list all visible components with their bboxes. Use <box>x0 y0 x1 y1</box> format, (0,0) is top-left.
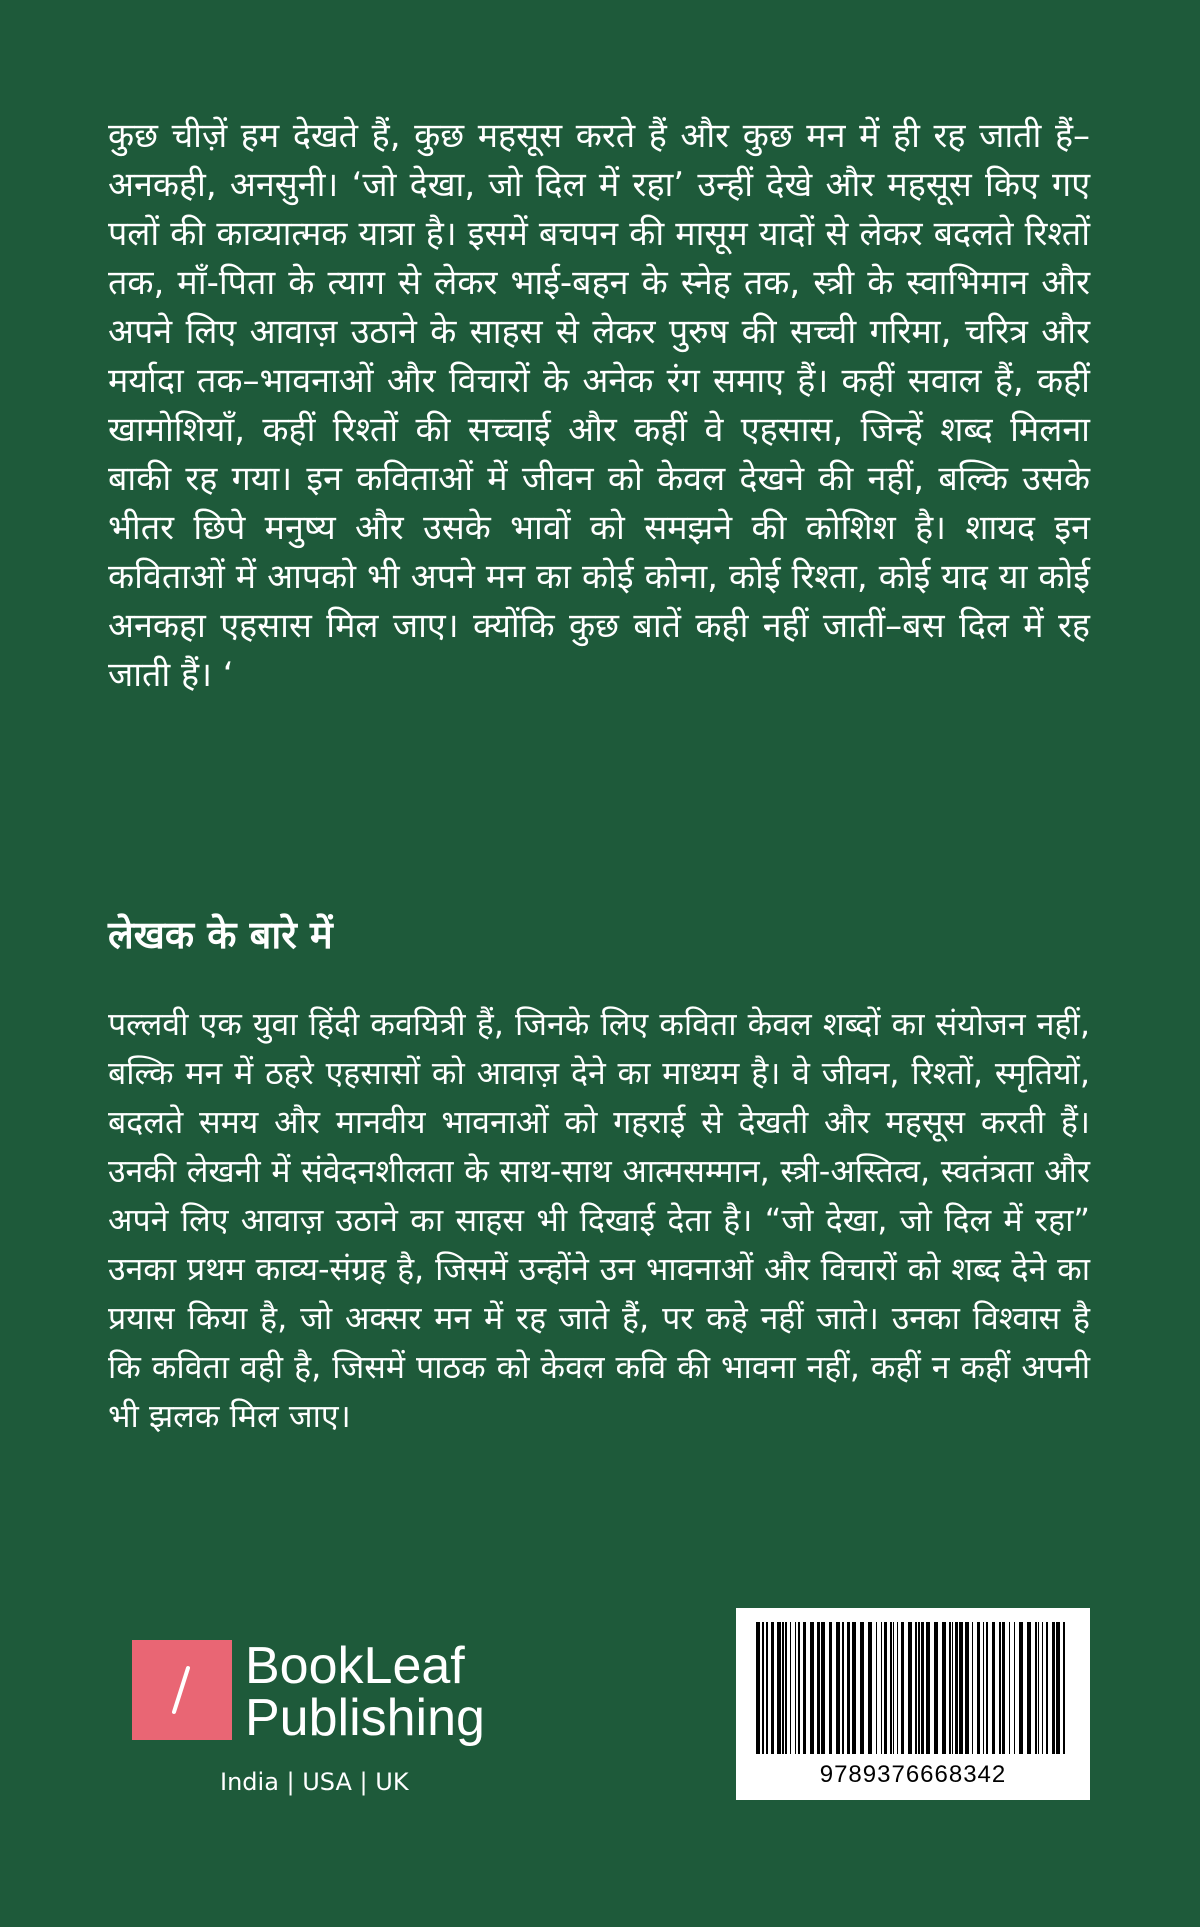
isbn-number: 9789376668342 <box>819 1761 1007 1788</box>
barcode-bar-51 <box>1035 1622 1037 1754</box>
barcode-bar-37 <box>955 1622 958 1754</box>
barcode-bar-41 <box>977 1622 980 1754</box>
barcode-bar-50 <box>1027 1622 1031 1754</box>
barcode-bar-28 <box>908 1622 912 1754</box>
barcode-bar-0 <box>756 1622 760 1754</box>
barcode-bar-45 <box>999 1622 1001 1754</box>
publisher-logo-mark <box>132 1640 232 1740</box>
barcode-bar-49 <box>1019 1622 1023 1754</box>
slash-icon <box>132 1640 232 1740</box>
publisher-regions: India | USA | UK <box>220 1768 409 1796</box>
barcode-bar-35 <box>949 1622 951 1754</box>
barcode-bar-44 <box>992 1622 995 1754</box>
barcode-bar-48 <box>1014 1622 1015 1754</box>
barcode-bar-32 <box>926 1622 930 1754</box>
barcode-bar-36 <box>952 1622 953 1754</box>
barcode-bar-40 <box>972 1622 973 1754</box>
barcode-bar-54 <box>1046 1622 1048 1754</box>
barcode-bar-17 <box>847 1622 850 1754</box>
barcode-bar-26 <box>897 1622 898 1754</box>
barcode-bar-25 <box>893 1622 894 1754</box>
barcode-bar-34 <box>942 1622 946 1754</box>
barcode-bar-1 <box>762 1622 764 1754</box>
barcode-bar-56 <box>1056 1622 1060 1754</box>
publisher-name-line2: Publishing <box>245 1689 485 1747</box>
barcode-bar-22 <box>881 1622 882 1754</box>
barcode-bar-4 <box>777 1622 781 1754</box>
barcode-bar-19 <box>860 1622 864 1754</box>
barcode-bar-8 <box>795 1622 796 1754</box>
barcode-bar-27 <box>901 1622 904 1754</box>
barcode-bar-57 <box>1063 1622 1065 1754</box>
barcode-bar-15 <box>836 1622 840 1754</box>
barcode-bar-47 <box>1009 1622 1010 1754</box>
barcode-bar-12 <box>817 1622 820 1754</box>
barcode-bar-6 <box>785 1622 787 1754</box>
barcode-bar-43 <box>986 1622 988 1754</box>
barcode-bar-16 <box>842 1622 844 1754</box>
barcode-bar-39 <box>965 1622 969 1754</box>
barcode-bar-23 <box>884 1622 887 1754</box>
publisher-name-line1: BookLeaf <box>245 1637 465 1695</box>
isbn-barcode <box>736 1608 1090 1800</box>
barcode-bar-10 <box>803 1622 806 1754</box>
book-blurb: कुछ चीज़ें हम देखते हैं, कुछ महसूस करते हैं और कुछ मन में ही रह जाती हैं–अनकही, अनसुनी। ‘जो देखा, जो दिल में रहा’ उन्हीं देखे और महसूस किए गए पलों की काव्यात्मक यात्रा है। इसमें बचपन की मासूम यादों से लेकर बदलते रिश्तों तक, माँ-पिता के त्याग से लेकर भाई-बहन के स्नेह तक, स्त्री के स्वाभिमान और अपने लिए आवाज़ उठाने के साहस से लेकर पुरुष की सच्ची गरिमा, चरित्र और मर्यादा तक–भावनाओं और विचारों के अनेक रंग समाए हैं। कहीं सवाल हैं, कहीं खामोशियाँ, कहीं रिश्तों की सच्चाई और कहीं वे एहसास, जिन्हें शब्द मिलना बाकी रह गया। इन कविताओं में जीवन को केवल देखने की नहीं, बल्कि उसके भीतर छिपे मनुष्य और उसके भावों को समझने की कोशिश है। शायद इन कविताओं में आपको भी अपने मन का कोई कोना, कोई रिश्ता, कोई याद या कोई अनकहा एहसास मिल जाए। क्योंकि कुछ बातें कही नहीं जातीं–बस दिल में रह जाती हैं। ‘ <box>108 116 1090 695</box>
barcode-bar-33 <box>934 1622 938 1754</box>
barcode-bar-42 <box>983 1622 984 1754</box>
barcode-bar-38 <box>959 1622 963 1754</box>
barcode-bar-30 <box>918 1622 920 1754</box>
barcode-bar-11 <box>810 1622 814 1754</box>
barcode-bar-46 <box>1002 1622 1005 1754</box>
barcode-bar-31 <box>921 1622 924 1754</box>
barcode-bar-2 <box>766 1622 768 1754</box>
barcode-bar-53 <box>1042 1622 1043 1754</box>
barcode-bar-5 <box>782 1622 784 1754</box>
barcode-bar-9 <box>798 1622 800 1754</box>
barcode-bar-55 <box>1052 1622 1055 1754</box>
barcode-bar-13 <box>821 1622 825 1754</box>
barcode-bar-14 <box>829 1622 832 1754</box>
barcode-bar-52 <box>1038 1622 1039 1754</box>
barcode-bar-21 <box>876 1622 877 1754</box>
about-author-heading: लेखक के बारे में <box>108 913 333 957</box>
barcode-bar-3 <box>771 1622 774 1754</box>
barcode-bar-24 <box>890 1622 892 1754</box>
barcode-bar-7 <box>790 1622 791 1754</box>
barcode-bar-18 <box>852 1622 856 1754</box>
about-author-text: पल्लवी एक युवा हिंदी कवयित्री हैं, जिनके लिए कविता केवल शब्दों का संयोजन नहीं, बल्कि मन में ठहरे एहसासों को आवाज़ देने का माध्यम है। वे जीवन, रिश्तों, स्मृतियों, बदलते समय और मानवीय भावनाओं को गहराई से देखती और महसूस करती हैं। उनकी लेखनी में संवेदनशीलता के साथ-साथ आत्मसम्मान, स्त्री-अस्तित्व, स्वतंत्रता और अपने लिए आवाज़ उठाने का साहस भी दिखाई देता है। “जो देखा, जो दिल में रहा” उनका प्रथम काव्य-संग्रह है, जिसमें उन्होंने उन भावनाओं और विचारों को शब्द देने का प्रयास किया है, जो अक्सर मन में रह जाते हैं, पर कहे नहीं जाते। उनका विश्वास है कि कविता वही है, जिसमें पाठक को केवल कवि की भावना नहीं, कहीं न कहीं अपनी भी झलक मिल जाए। <box>108 1005 1090 1435</box>
publisher-logo-block <box>130 1638 530 1798</box>
barcode-bar-29 <box>915 1622 917 1754</box>
barcode-bar-20 <box>868 1622 872 1754</box>
